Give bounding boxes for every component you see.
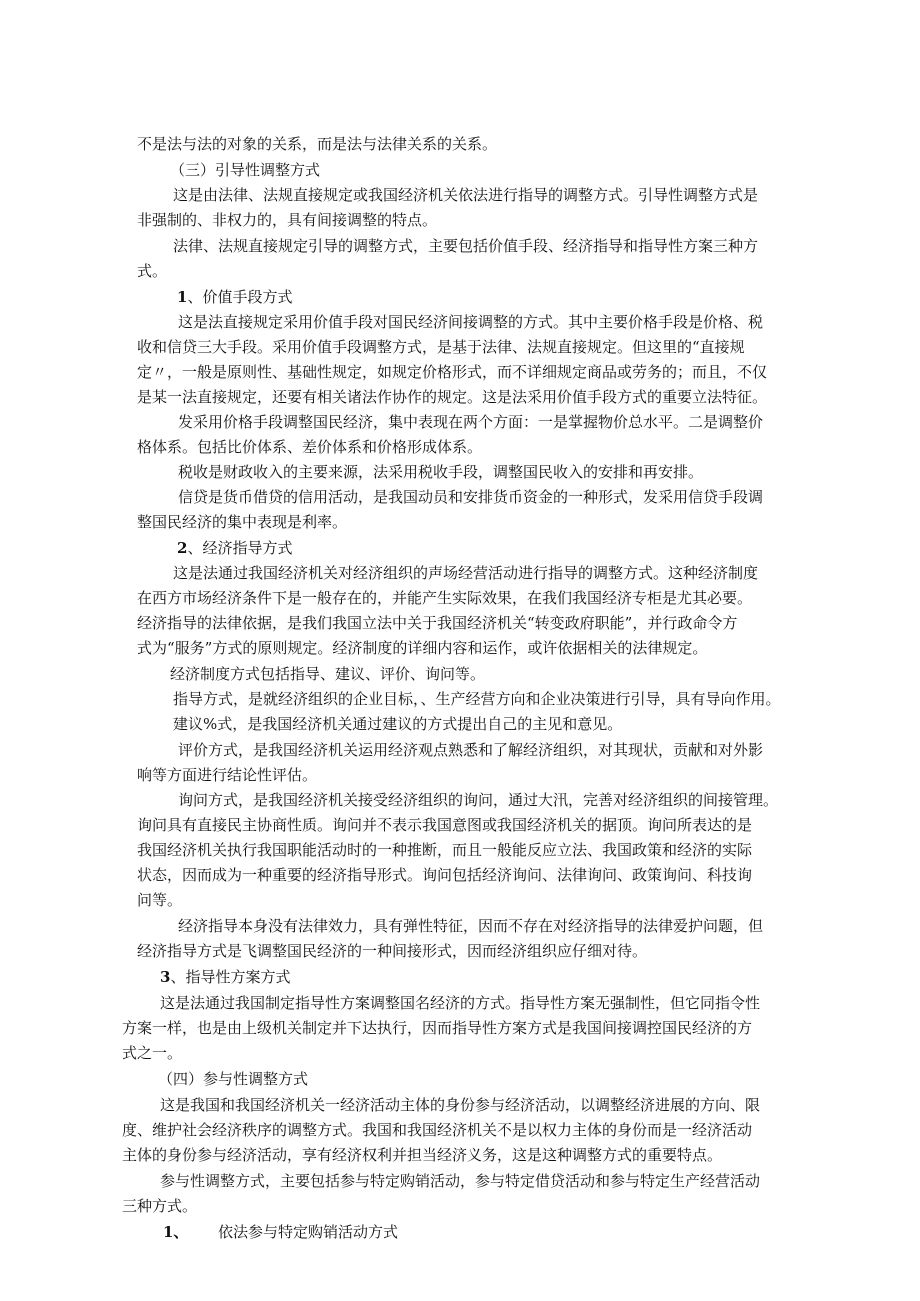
text-line: 法律、法规直接规定引导的调整方式，主要包括价值手段、经济指导和指导性方案三种方 (173, 237, 759, 255)
item-number: 1 (177, 288, 188, 306)
text-line: 状态，因而成为一种重要的经济指导形式。询问包括经济询问、法律询问、政策询问、科技询 (137, 866, 753, 884)
text-line: 经济制度方式包括指导、建议、评价、询问等。 (170, 665, 486, 683)
text-line: 格体系。包括比价体系、差价体系和价格形成体系。 (137, 438, 483, 456)
text-line: 在西方市场经济条件下是一般存在的，并能产生实际效果，在我们我国经济专柜是尤其必要。 (137, 589, 753, 607)
item-title: 依法参与特定购销活动方式 (218, 1223, 399, 1241)
item-heading (177, 287, 292, 307)
item-title: 、经济指导方式 (187, 539, 293, 557)
text-line: 度、维护社会经济秩序的调整方式。我国和我国经济机关不是以权力主体的身份而是一经济活动 (122, 1121, 753, 1139)
item-title: 、指导性方案方式 (170, 968, 291, 986)
text-line: 不是法与法的对象的关系，而是法与法律关系的关系。 (137, 135, 498, 153)
text-line: 建议%式，是我国经济机关通过建议的方式提出自己的主见和意见。 (173, 715, 623, 733)
text-line: 方案一样，也是由上级机关制定并下达执行，因而指导性方案方式是我国间接调控国民经济的方 (122, 1019, 753, 1037)
text-line: 经济指导方式是飞调整国民经济的一种间接形式，因而经济组织应仔细对待。 (137, 942, 648, 960)
text-line: 指导方式，是就经济组织的企业目标，、生产经营方向和企业决策进行引导，具有导向作用。 (173, 690, 781, 708)
text-line: 式为“服务”方式的原则规定。经济制度的详细内容和运作，或许依据相关的法律规定。 (137, 639, 708, 657)
item-title: 、价值手段方式 (187, 288, 293, 306)
item-heading (177, 538, 292, 558)
subsection-heading: （四）参与性调整方式 (158, 1070, 309, 1088)
text-line: 这是法直接规定采用价值手段对国民经济间接调整的方式。其中主要价格手段是价格、税 (178, 313, 764, 331)
text-line: 这是由法律、法规直接规定或我国经济机关依法进行指导的调整方式。引导性调整方式是 (173, 186, 759, 204)
text-line: 三种方式。 (122, 1197, 198, 1215)
text-line: 我国经济机关执行我国职能活动时的一种推断，而且一般能反应立法、我国政策和经济的实际 (137, 841, 753, 859)
item-heading (160, 967, 290, 987)
item-number: 2 (177, 539, 188, 557)
text-line: 评价方式，是我国经济机关运用经济观点熟悉和了解经济组织，对其现状，贡献和对外影 (178, 741, 764, 759)
text-line: 税收是财政收入的主要来源，法采用税收手段，调整国民收入的安排和再安排。 (178, 463, 704, 481)
text-line: 询问具有直接民主协商性质。询问并不表示我国意图或我国经济机关的据顶。询问所表达的是 (137, 816, 753, 834)
text-line: 式之一。 (122, 1044, 183, 1062)
text-line: 经济指导本身没有法律效力，具有弹性特征，因而不存在对经济指导的法律爱护问题，但 (178, 917, 764, 935)
text-line: 定〃，一般是原则性、基础性规定，如规定价格形式，而不详细规定商品或劳务的；而且，不仅 (137, 363, 768, 381)
text-line: 整国民经济的集中表现是利率。 (137, 513, 348, 531)
text-line: 询问方式，是我国经济机关接受经济组织的询问，通过大汛，完善对经济组织的间接管理。 (178, 791, 779, 809)
text-line: 问等。 (137, 891, 183, 909)
text-line: 发采用价格手段调整国民经济，集中表现在两个方面：一是掌握物价总水平。二是调整价 (178, 413, 764, 431)
text-line: 响等方面进行结论性评估。 (137, 766, 318, 784)
subsection-heading: （三）引导性调整方式 (170, 161, 321, 179)
text-line: 参与性调整方式，主要包括参与特定购销活动，参与特定借贷活动和参与特定生产经营活动 (160, 1172, 761, 1190)
item-number: 3 (160, 968, 171, 986)
text-line: 这是法通过我国制定指导性方案调整国名经济的方式。指导性方案无强制性，但它同指令性 (160, 994, 761, 1012)
item-number: 1、 (163, 1223, 189, 1241)
text-line: 非强制的、非权力的，具有间接调整的特点。 (137, 211, 438, 229)
text-line: 是某一法直接规定，还要有相关诸法作协作的规定。这是法采用价值手段方式的重要立法特征。 (137, 388, 768, 406)
text-line: 式。 (137, 262, 168, 280)
text-line: 这是法通过我国经济机关对经济组织的声场经营活动进行指导的调整方式。这种经济制度 (173, 564, 759, 582)
text-line: 主体的身份参与经济活动，享有经济权利并担当经济义务，这是这种调整方式的重要特点。 (122, 1146, 723, 1164)
text-line: 信贷是货币借贷的信用活动，是我国动员和安排货币资金的一种形式，发采用信贷手段调 (178, 488, 764, 506)
text-line: 收和信贷三大手段。采用价值手段调整方式，是基于法律、法规直接规定。但这里的“直接规 (137, 338, 745, 356)
text-line: 这是我国和我国经济机关一经济活动主体的身份参与经济活动，以调整经济进展的方向、限 (160, 1096, 761, 1114)
text-line: 经济指导的法律依据，是我们我国立法中关于我国经济机关“转变政府职能”，并行政命令方 (137, 614, 738, 632)
